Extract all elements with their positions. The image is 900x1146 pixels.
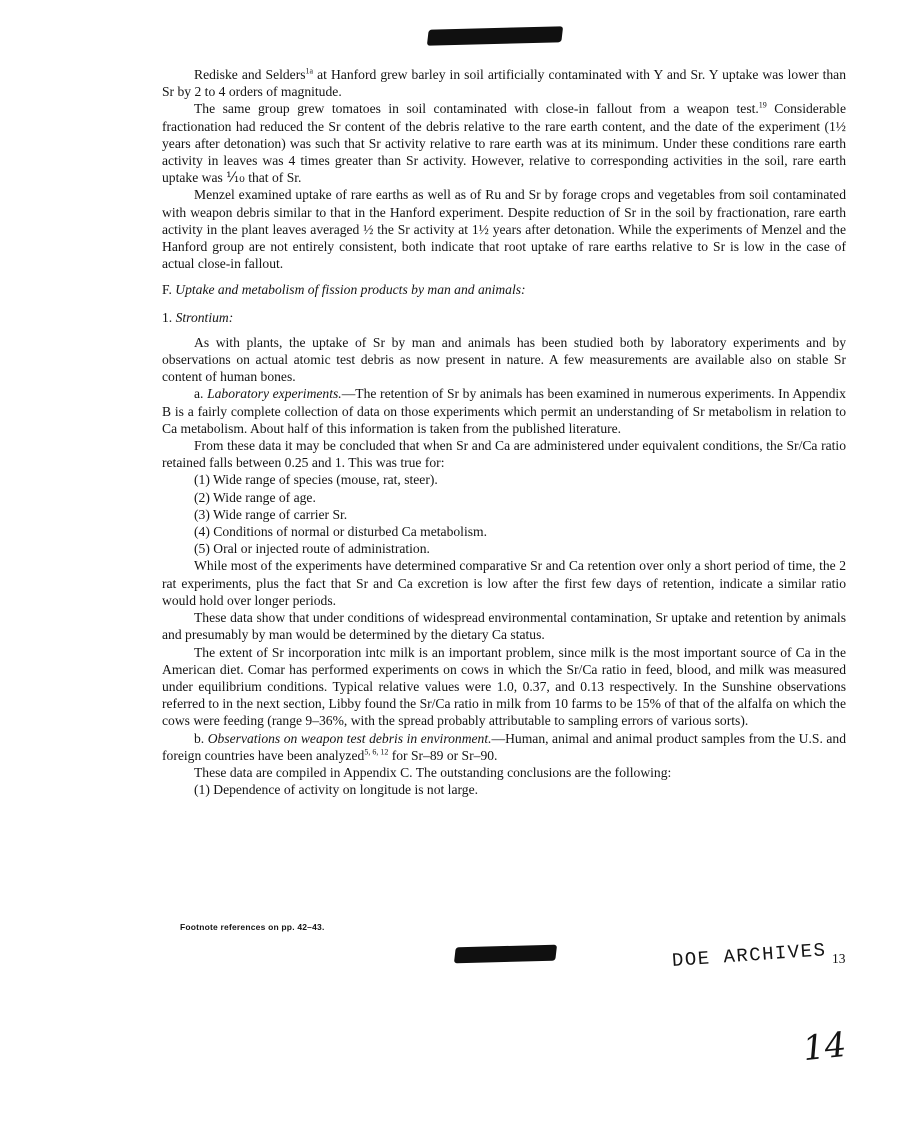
paragraph-rediske: Rediske and Selders$^{1a}$ at Hanford grew barley in soil artificially contaminated with Y and Sr. Y uptake was lower than Sr by 2 to 4 orders of magnitude.	[162, 66, 846, 100]
list-item: (1) Wide range of species (mouse, rat, steer).	[194, 472, 438, 488]
redaction-mark-top	[427, 26, 563, 46]
paragraph-conclusion: From these data it may be concluded that when Sr and Ca are administered under equivalent conditions, the Sr/Ca ratio retained falls between 0.25 and 1. This was true for:	[162, 438, 846, 471]
paragraph-milk: The extent of Sr incorporation intc milk is an important problem, since milk is the most important source of Ca in the American diet. Comar has performed experiments on cows in which the Sr/Ca ratio in feed, blood, and milk was measured under equilibrium conditions. Typical relative values were 1.0, 0.37, and 0.13 respectively. In the Sunshine observations referred to in the next section, Libby found the Sr/Ca ratio in milk from 10 farms to be 15% of that of the alfalfa on which the cows were feeding (range 9–36%, with the spread probably attributable to sampling errors of various sorts).	[162, 644, 846, 729]
footnote-ref: 19	[758, 100, 767, 110]
paragraph-observations: b. Observations on weapon test debris in environment.—Human, animal and animal product samples from the U.S. and foreign countries have been analyzed$^{5, 6, 12}$ for Sr–89 or Sr–90.	[162, 730, 846, 763]
handwritten-page-number: 14	[801, 1024, 849, 1070]
redaction-mark-bottom	[454, 945, 557, 964]
paragraph-tomatoes: The same group grew tomatoes in soil contaminated with close-in fallout from a weapon test.$^{19}$ Considerable fractionation had reduced the Sr content of the debris relative to the rare earth content, and the date of the experiment (1½ years after detonation) was such that Sr activity relative to rare earth was at its minimum. Under these conditions rare earth activity in leaves was 4 times greater than Sr activity. However, relative to corresponding activities in the soil, rare earth uptake was ⅒ that of Sr.	[162, 100, 846, 186]
archive-stamp: DOE ARCHIVES	[671, 939, 828, 972]
list-item: (5) Oral or injected route of administration.	[194, 541, 430, 557]
paragraph-rat-experiments: While most of the experiments have determined comparative Sr and Ca retention over only a short period of time, the 2 rat experiments, plus the fact that Sr and Ca excretion is low after the first few days of retention, indicate a similar ratio would hold over longer periods.	[162, 558, 846, 608]
paragraph-menzel: Menzel examined uptake of rare earths as well as of Ru and Sr by forage crops and vegetables from soil contaminated with weapon debris similar to that in the Hanford experiment. Despite reduction of Sr in the soil by fractionation, rare earth activity in the plant leaves averaged ½ the Sr activity at 1½ years after detonation. While the experiments of Menzel and the Hanford group are not entirely consistent, both indicate that root uptake of rare earths relative to Sr is low in the case of actual close-in fallout.	[162, 187, 846, 272]
paragraph-plants-uptake: As with plants, the uptake of Sr by man and animals has been studied both by laboratory experiments and by observations on actual atomic test debris as now present in nature. A few measurements are available also on stable Sr content of human bones.	[162, 334, 846, 385]
paragraph-appendix-c: These data are compiled in Appendix C. The outstanding conclusions are the following:	[194, 764, 672, 780]
list-item: (4) Conditions of normal or disturbed Ca metabolism.	[194, 524, 487, 540]
page-number: 13	[832, 951, 846, 966]
paragraph-dietary-status: These data show that under conditions of widespread environmental contamination, Sr uptake and retention by animals and presumably by man would be determined by the dietary Ca status.	[162, 610, 846, 643]
list-item: (2) Wide range of age.	[194, 489, 316, 505]
subsection-heading-strontium: 1. Strontium:	[162, 309, 234, 325]
footnote: Footnote references on pp. 42–43.	[180, 922, 325, 932]
body-text	[162, 66, 846, 798]
section-heading-f: F. Uptake and metabolism of fission products by man and animals:	[162, 282, 526, 298]
list-item: (1) Dependence of activity on longitude is not large.	[194, 782, 479, 798]
footnote-ref: 5, 6, 12	[364, 747, 389, 757]
list-item: (3) Wide range of carrier Sr.	[194, 506, 348, 522]
footnote-ref: 1a	[305, 66, 314, 76]
paragraph-laboratory: a. Laboratory experiments.—The retention of Sr by animals has been examined in numerous experiments. In Appendix B is a fairly complete collection of data on those experiments which permit an understanding of Sr metabolism in relation to Ca metabolism. About half of this information is taken from the published literature.	[162, 386, 846, 436]
